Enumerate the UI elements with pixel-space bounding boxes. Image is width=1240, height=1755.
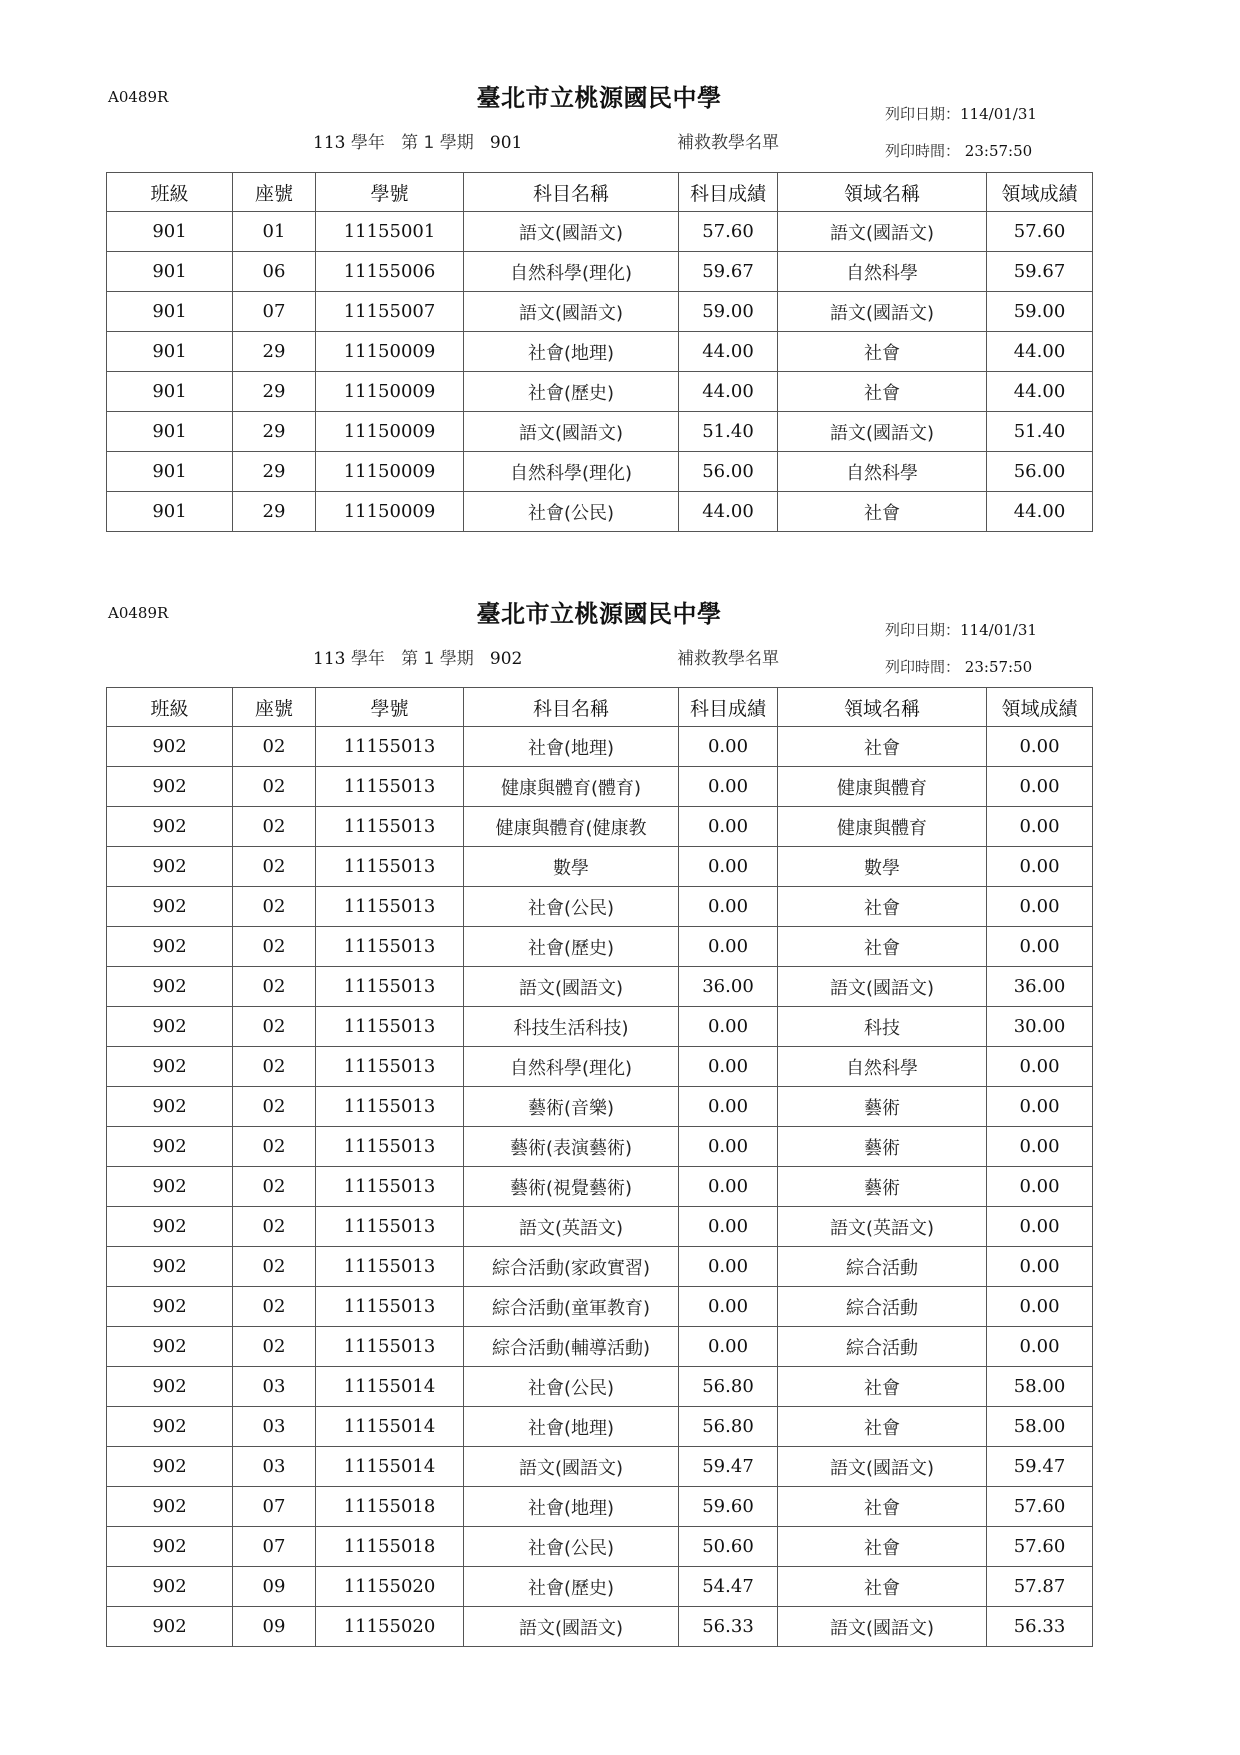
report-code: A0489R (108, 604, 169, 622)
table-row (107, 412, 1093, 452)
domain-name-cell: 語文(國語文) (778, 412, 987, 452)
class-cell: 902 (107, 1327, 233, 1367)
column-header-class: 班級 (107, 173, 233, 212)
print-time-value: 23:57:50 (964, 658, 1033, 676)
student-id-cell: 11155014 (316, 1447, 464, 1487)
domain-score-cell: 0.00 (987, 1087, 1093, 1127)
subject-name-cell: 綜合活動(童軍教育) (464, 1287, 679, 1327)
domain-name-cell: 數學 (778, 847, 987, 887)
seat-number-cell: 29 (233, 332, 316, 372)
school-name: 臺北市立桃源國民中學 (476, 600, 722, 628)
subject-name-cell: 社會(公民) (464, 1527, 679, 1567)
seat-number-cell: 07 (233, 1487, 316, 1527)
subject-score-cell: 0.00 (679, 1007, 778, 1047)
table-row (107, 927, 1093, 967)
subject-score-cell: 56.80 (679, 1367, 778, 1407)
subject-name-cell: 語文(國語文) (464, 412, 679, 452)
remedial-table-902 (106, 687, 1093, 1647)
student-id-cell: 11155013 (316, 1327, 464, 1367)
class-cell: 901 (107, 372, 233, 412)
subject-name-cell: 藝術(表演藝術) (464, 1127, 679, 1167)
seat-number-cell: 29 (233, 452, 316, 492)
student-id-cell: 11155013 (316, 1167, 464, 1207)
domain-name-cell: 社會 (778, 372, 987, 412)
seat-number-cell: 02 (233, 1287, 316, 1327)
seat-number-cell: 07 (233, 1527, 316, 1567)
print-time-label: 列印時間： (885, 142, 961, 160)
table-row (107, 1047, 1093, 1087)
student-id-cell: 11155018 (316, 1487, 464, 1527)
subject-name-cell: 社會(地理) (464, 1487, 679, 1527)
domain-score-cell: 44.00 (987, 492, 1093, 532)
subject-name-cell: 語文(國語文) (464, 1607, 679, 1647)
subject-name-cell: 自然科學(理化) (464, 1047, 679, 1087)
subject-name-cell: 綜合活動(家政實習) (464, 1247, 679, 1287)
table-row (107, 847, 1093, 887)
class-cell: 902 (107, 1567, 233, 1607)
student-id-cell: 11155013 (316, 1127, 464, 1167)
seat-number-cell: 02 (233, 1047, 316, 1087)
seat-number-cell: 02 (233, 967, 316, 1007)
seat-number-cell: 02 (233, 847, 316, 887)
subject-name-cell: 社會(公民) (464, 1367, 679, 1407)
class-cell: 902 (107, 1087, 233, 1127)
subject-score-cell: 0.00 (679, 847, 778, 887)
subtitle (313, 649, 522, 669)
class-cell: 902 (107, 1247, 233, 1287)
class-cell: 902 (107, 1527, 233, 1567)
class-cell: 901 (107, 292, 233, 332)
table-row (107, 332, 1093, 372)
table-row (107, 1367, 1093, 1407)
domain-score-cell: 36.00 (987, 967, 1093, 1007)
domain-name-cell: 健康與體育 (778, 767, 987, 807)
student-id-cell: 11155013 (316, 887, 464, 927)
domain-score-cell: 59.00 (987, 292, 1093, 332)
print-date-label: 列印日期： (885, 105, 961, 123)
student-id-cell: 11155013 (316, 1207, 464, 1247)
print-time (885, 658, 1032, 676)
subject-score-cell: 0.00 (679, 807, 778, 847)
table-header-row (107, 688, 1093, 727)
table-row (107, 1167, 1093, 1207)
table-row (107, 1087, 1093, 1127)
column-header-domain-name: 領域名稱 (778, 688, 987, 727)
class-cell: 902 (107, 1487, 233, 1527)
class-cell: 901 (107, 492, 233, 532)
student-id-cell: 11155013 (316, 1287, 464, 1327)
print-time-label: 列印時間： (885, 658, 961, 676)
subject-score-cell: 36.00 (679, 967, 778, 1007)
domain-score-cell: 59.47 (987, 1447, 1093, 1487)
student-id-cell: 11155013 (316, 807, 464, 847)
column-header-class: 班級 (107, 688, 233, 727)
subject-name-cell: 社會(地理) (464, 727, 679, 767)
student-id-cell: 11150009 (316, 452, 464, 492)
student-id-cell: 11155013 (316, 1087, 464, 1127)
domain-score-cell: 59.67 (987, 252, 1093, 292)
academic-year: 113 (313, 133, 346, 153)
table-row (107, 807, 1093, 847)
subject-name-cell: 社會(地理) (464, 1407, 679, 1447)
domain-name-cell: 語文(國語文) (778, 212, 987, 252)
subject-score-cell: 57.60 (679, 212, 778, 252)
subject-name-cell: 社會(公民) (464, 887, 679, 927)
domain-score-cell: 57.60 (987, 1527, 1093, 1567)
domain-name-cell: 社會 (778, 727, 987, 767)
table-row (107, 1287, 1093, 1327)
domain-score-cell: 0.00 (987, 767, 1093, 807)
domain-score-cell: 0.00 (987, 1167, 1093, 1207)
seat-number-cell: 01 (233, 212, 316, 252)
subject-name-cell: 綜合活動(輔導活動) (464, 1327, 679, 1367)
domain-name-cell: 綜合活動 (778, 1287, 987, 1327)
subtitle (313, 133, 522, 153)
report-code: A0489R (108, 88, 169, 106)
subject-name-cell: 社會(歷史) (464, 1567, 679, 1607)
subject-score-cell: 59.67 (679, 252, 778, 292)
student-id-cell: 11155013 (316, 767, 464, 807)
domain-score-cell: 0.00 (987, 1127, 1093, 1167)
school-name: 臺北市立桃源國民中學 (476, 84, 722, 112)
subject-score-cell: 56.33 (679, 1607, 778, 1647)
domain-score-cell: 57.60 (987, 1487, 1093, 1527)
seat-number-cell: 29 (233, 372, 316, 412)
table-row (107, 1447, 1093, 1487)
subject-score-cell: 54.47 (679, 1567, 778, 1607)
table-row (107, 967, 1093, 1007)
domain-score-cell: 0.00 (987, 1287, 1093, 1327)
class-cell: 902 (107, 727, 233, 767)
domain-score-cell: 44.00 (987, 372, 1093, 412)
print-date-value: 114/01/31 (960, 105, 1037, 123)
class-cell: 902 (107, 1287, 233, 1327)
subject-score-cell: 0.00 (679, 1207, 778, 1247)
domain-name-cell: 社會 (778, 1527, 987, 1567)
column-header-domain-score: 領域成績 (987, 173, 1093, 212)
subject-score-cell: 51.40 (679, 412, 778, 452)
seat-number-cell: 02 (233, 767, 316, 807)
seat-number-cell: 02 (233, 927, 316, 967)
table-row (107, 372, 1093, 412)
domain-name-cell: 社會 (778, 332, 987, 372)
class-cell: 902 (107, 847, 233, 887)
domain-name-cell: 語文(英語文) (778, 1207, 987, 1247)
domain-name-cell: 語文(國語文) (778, 292, 987, 332)
table-row (107, 1567, 1093, 1607)
domain-score-cell: 0.00 (987, 1207, 1093, 1247)
domain-name-cell: 社會 (778, 1367, 987, 1407)
student-id-cell: 11155013 (316, 847, 464, 887)
subject-score-cell: 0.00 (679, 1287, 778, 1327)
table-row (107, 1007, 1093, 1047)
class-cell: 902 (107, 1407, 233, 1447)
seat-number-cell: 02 (233, 1247, 316, 1287)
table-row (107, 727, 1093, 767)
column-header-subject-score: 科目成績 (679, 173, 778, 212)
subject-score-cell: 0.00 (679, 1127, 778, 1167)
domain-score-cell: 56.00 (987, 452, 1093, 492)
student-id-cell: 11155006 (316, 252, 464, 292)
class-cell: 901 (107, 332, 233, 372)
domain-name-cell: 自然科學 (778, 252, 987, 292)
subject-name-cell: 健康與體育(體育) (464, 767, 679, 807)
domain-name-cell: 社會 (778, 1407, 987, 1447)
list-title (677, 133, 779, 153)
column-header-domain-name: 領域名稱 (778, 173, 987, 212)
column-header-domain-score: 領域成績 (987, 688, 1093, 727)
domain-score-cell: 44.00 (987, 332, 1093, 372)
class-number: 902 (489, 649, 523, 669)
seat-number-cell: 02 (233, 1207, 316, 1247)
seat-number-cell: 02 (233, 1327, 316, 1367)
domain-score-cell: 0.00 (987, 1327, 1093, 1367)
subject-score-cell: 50.60 (679, 1527, 778, 1567)
column-header-seat-number: 座號 (233, 688, 316, 727)
table-header-row (107, 173, 1093, 212)
seat-number-cell: 06 (233, 252, 316, 292)
class-cell: 901 (107, 252, 233, 292)
domain-name-cell: 藝術 (778, 1127, 987, 1167)
semester-label: 第 1 學期 (401, 649, 474, 669)
student-id-cell: 11155020 (316, 1567, 464, 1607)
seat-number-cell: 03 (233, 1447, 316, 1487)
print-date (885, 105, 1037, 123)
print-date (885, 621, 1037, 639)
domain-name-cell: 藝術 (778, 1167, 987, 1207)
table-row (107, 1527, 1093, 1567)
domain-score-cell: 56.33 (987, 1607, 1093, 1647)
domain-score-cell: 0.00 (987, 847, 1093, 887)
subject-name-cell: 語文(國語文) (464, 212, 679, 252)
subject-name-cell: 藝術(音樂) (464, 1087, 679, 1127)
column-header-student-id: 學號 (316, 173, 464, 212)
class-cell: 902 (107, 807, 233, 847)
column-header-subject-name: 科目名稱 (464, 173, 679, 212)
domain-name-cell: 綜合活動 (778, 1247, 987, 1287)
class-cell: 902 (107, 967, 233, 1007)
seat-number-cell: 02 (233, 1087, 316, 1127)
subject-name-cell: 語文(英語文) (464, 1207, 679, 1247)
student-id-cell: 11155013 (316, 1007, 464, 1047)
domain-score-cell: 0.00 (987, 807, 1093, 847)
subject-name-cell: 健康與體育(健康教 (464, 807, 679, 847)
subject-name-cell: 數學 (464, 847, 679, 887)
subject-name-cell: 語文(國語文) (464, 292, 679, 332)
table-row (107, 1327, 1093, 1367)
year-label: 學年 (350, 133, 385, 153)
subject-name-cell: 藝術(視覺藝術) (464, 1167, 679, 1207)
table-row (107, 887, 1093, 927)
class-cell: 902 (107, 1127, 233, 1167)
seat-number-cell: 03 (233, 1367, 316, 1407)
subject-score-cell: 56.00 (679, 452, 778, 492)
student-id-cell: 11155013 (316, 727, 464, 767)
print-time (885, 142, 1032, 160)
domain-score-cell: 0.00 (987, 1047, 1093, 1087)
table-row (107, 492, 1093, 532)
year-label: 學年 (350, 649, 385, 669)
seat-number-cell: 09 (233, 1607, 316, 1647)
domain-name-cell: 語文(國語文) (778, 1447, 987, 1487)
column-header-subject-score: 科目成績 (679, 688, 778, 727)
student-id-cell: 11155007 (316, 292, 464, 332)
table-row (107, 1407, 1093, 1447)
class-cell: 902 (107, 1047, 233, 1087)
table-row (107, 1127, 1093, 1167)
student-id-cell: 11155013 (316, 1247, 464, 1287)
table-row (107, 452, 1093, 492)
domain-score-cell: 57.87 (987, 1567, 1093, 1607)
student-id-cell: 11155001 (316, 212, 464, 252)
column-header-seat-number: 座號 (233, 173, 316, 212)
subject-name-cell: 社會(公民) (464, 492, 679, 532)
domain-name-cell: 社會 (778, 887, 987, 927)
student-id-cell: 11150009 (316, 372, 464, 412)
subject-name-cell: 社會(歷史) (464, 372, 679, 412)
student-id-cell: 11155020 (316, 1607, 464, 1647)
domain-score-cell: 58.00 (987, 1407, 1093, 1447)
academic-year: 113 (313, 649, 346, 669)
seat-number-cell: 03 (233, 1407, 316, 1447)
seat-number-cell: 29 (233, 492, 316, 532)
subject-score-cell: 59.47 (679, 1447, 778, 1487)
seat-number-cell: 29 (233, 412, 316, 452)
column-header-student-id: 學號 (316, 688, 464, 727)
subject-name-cell: 科技生活科技) (464, 1007, 679, 1047)
subject-score-cell: 0.00 (679, 887, 778, 927)
subject-score-cell: 0.00 (679, 767, 778, 807)
domain-name-cell: 自然科學 (778, 452, 987, 492)
seat-number-cell: 02 (233, 807, 316, 847)
subject-score-cell: 0.00 (679, 1327, 778, 1367)
class-cell: 901 (107, 212, 233, 252)
domain-name-cell: 綜合活動 (778, 1327, 987, 1367)
seat-number-cell: 07 (233, 292, 316, 332)
print-date-label: 列印日期： (885, 621, 961, 639)
class-cell: 902 (107, 1607, 233, 1647)
class-cell: 902 (107, 1007, 233, 1047)
table-row (107, 1487, 1093, 1527)
subject-name-cell: 語文(國語文) (464, 1447, 679, 1487)
class-number: 901 (489, 133, 523, 153)
seat-number-cell: 09 (233, 1567, 316, 1607)
seat-number-cell: 02 (233, 1007, 316, 1047)
subject-score-cell: 44.00 (679, 332, 778, 372)
semester-label: 第 1 學期 (401, 133, 474, 153)
list-title (677, 649, 779, 669)
subject-score-cell: 0.00 (679, 1247, 778, 1287)
subject-name-cell: 自然科學(理化) (464, 252, 679, 292)
student-id-cell: 11155014 (316, 1407, 464, 1447)
subject-score-cell: 59.00 (679, 292, 778, 332)
student-id-cell: 11150009 (316, 492, 464, 532)
domain-name-cell: 科技 (778, 1007, 987, 1047)
subject-score-cell: 0.00 (679, 927, 778, 967)
seat-number-cell: 02 (233, 887, 316, 927)
student-id-cell: 11155013 (316, 927, 464, 967)
domain-name-cell: 社會 (778, 492, 987, 532)
domain-name-cell: 社會 (778, 927, 987, 967)
remedial-table-901 (106, 172, 1093, 532)
student-id-cell: 11155013 (316, 967, 464, 1007)
domain-score-cell: 58.00 (987, 1367, 1093, 1407)
seat-number-cell: 02 (233, 727, 316, 767)
class-cell: 902 (107, 1447, 233, 1487)
domain-name-cell: 健康與體育 (778, 807, 987, 847)
print-time-value: 23:57:50 (964, 142, 1033, 160)
class-cell: 901 (107, 412, 233, 452)
domain-score-cell: 0.00 (987, 1247, 1093, 1287)
subject-name-cell: 自然科學(理化) (464, 452, 679, 492)
domain-name-cell: 語文(國語文) (778, 1607, 987, 1647)
class-cell: 902 (107, 1367, 233, 1407)
class-cell: 902 (107, 1207, 233, 1247)
subject-score-cell: 0.00 (679, 1087, 778, 1127)
domain-name-cell: 社會 (778, 1487, 987, 1527)
seat-number-cell: 02 (233, 1167, 316, 1207)
table-row (107, 1207, 1093, 1247)
column-header-subject-name: 科目名稱 (464, 688, 679, 727)
class-cell: 902 (107, 887, 233, 927)
domain-name-cell: 自然科學 (778, 1047, 987, 1087)
subject-score-cell: 0.00 (679, 1047, 778, 1087)
subject-name-cell: 社會(歷史) (464, 927, 679, 967)
table-row (107, 1247, 1093, 1287)
subject-score-cell: 0.00 (679, 727, 778, 767)
subject-name-cell: 社會(地理) (464, 332, 679, 372)
print-date-value: 114/01/31 (960, 621, 1037, 639)
class-cell: 902 (107, 1167, 233, 1207)
class-cell: 901 (107, 452, 233, 492)
student-id-cell: 11155018 (316, 1527, 464, 1567)
domain-score-cell: 57.60 (987, 212, 1093, 252)
table-row (107, 767, 1093, 807)
class-cell: 902 (107, 927, 233, 967)
subject-score-cell: 56.80 (679, 1407, 778, 1447)
table-row (107, 252, 1093, 292)
domain-score-cell: 30.00 (987, 1007, 1093, 1047)
student-id-cell: 11155014 (316, 1367, 464, 1407)
list-title-text: 補救教學名單 (677, 649, 779, 669)
domain-score-cell: 0.00 (987, 727, 1093, 767)
subject-name-cell: 語文(國語文) (464, 967, 679, 1007)
student-id-cell: 11150009 (316, 332, 464, 372)
domain-score-cell: 0.00 (987, 927, 1093, 967)
table-row (107, 212, 1093, 252)
domain-name-cell: 藝術 (778, 1087, 987, 1127)
subject-score-cell: 44.00 (679, 492, 778, 532)
class-cell: 902 (107, 767, 233, 807)
table-row (107, 292, 1093, 332)
domain-name-cell: 社會 (778, 1567, 987, 1607)
seat-number-cell: 02 (233, 1127, 316, 1167)
student-id-cell: 11155013 (316, 1047, 464, 1087)
domain-name-cell: 語文(國語文) (778, 967, 987, 1007)
subject-score-cell: 44.00 (679, 372, 778, 412)
domain-score-cell: 0.00 (987, 887, 1093, 927)
subject-score-cell: 0.00 (679, 1167, 778, 1207)
list-title-text: 補救教學名單 (677, 133, 779, 153)
subject-score-cell: 59.60 (679, 1487, 778, 1527)
domain-score-cell: 51.40 (987, 412, 1093, 452)
student-id-cell: 11150009 (316, 412, 464, 452)
table-row (107, 1607, 1093, 1647)
